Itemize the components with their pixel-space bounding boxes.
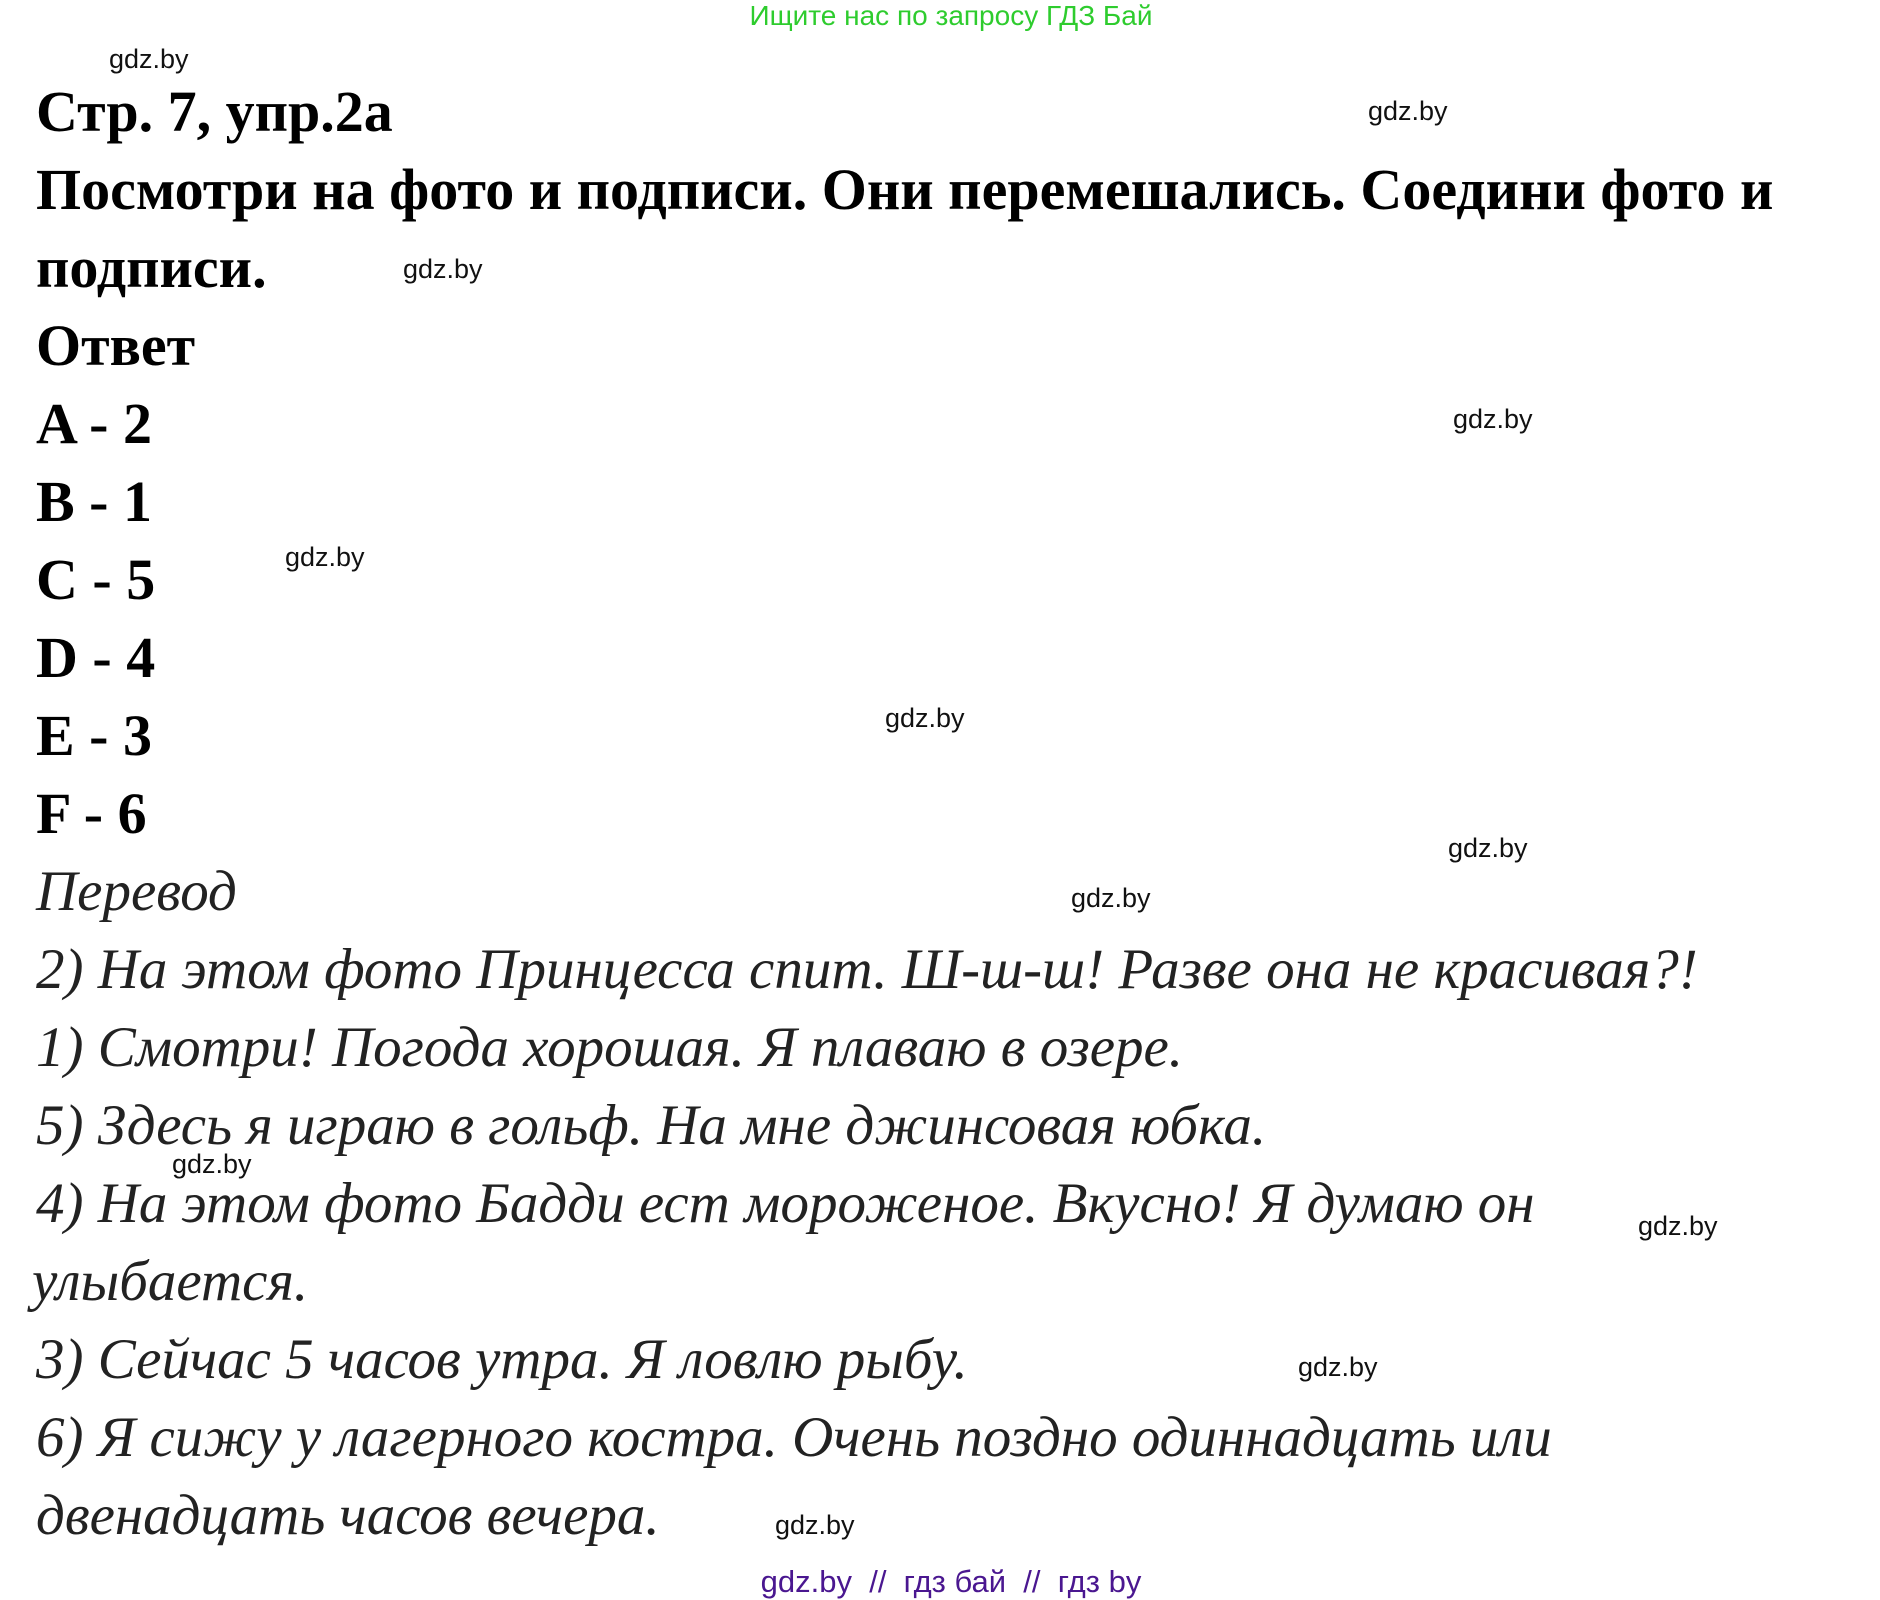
watermark: gdz.by xyxy=(1453,404,1533,434)
translation-line: двенадцать часов вечера. xyxy=(36,1484,660,1547)
watermark: gdz.by xyxy=(775,1510,855,1540)
task-text: Посмотри на фото и подписи. Они перемешались. Соедини фото и xyxy=(36,157,1774,222)
watermark: gdz.by xyxy=(1638,1211,1718,1241)
watermark: gdz.by xyxy=(1071,883,1151,913)
watermark: gdz.by xyxy=(885,703,965,733)
footer-links: gdz.by // гдз бай // гдз by xyxy=(760,1564,1142,1599)
translation-line: 5) Здесь я играю в гольф. На мне джинсовая юбка. xyxy=(36,1094,1267,1157)
answer-item: C - 5 xyxy=(36,547,156,612)
watermark: gdz.by xyxy=(172,1149,252,1179)
translation-line: 1) Смотри! Погода хорошая. Я плаваю в озере. xyxy=(36,1016,1184,1079)
translation-line: 2) На этом фото Принцесса спит. Ш-ш-ш! Разве она не красивая?! xyxy=(36,938,1698,1001)
translation-line: 6) Я сижу у лагерного костра. Очень поздно одиннадцать или xyxy=(36,1406,1552,1469)
answer-heading: Ответ xyxy=(36,313,196,378)
watermark: gdz.by xyxy=(403,254,483,284)
task-text: подписи. xyxy=(36,235,267,300)
translation-line: улыбается. xyxy=(32,1250,309,1313)
watermark: gdz.by xyxy=(1368,96,1448,126)
translation-heading: Перевод xyxy=(36,860,237,923)
translation-line: 3) Сейчас 5 часов утра. Я ловлю рыбу. xyxy=(36,1328,968,1391)
translation-line: 4) На этом фото Бадди ест мороженое. Вкусно! Я думаю он xyxy=(36,1172,1535,1235)
watermark: gdz.by xyxy=(285,542,365,572)
watermark: gdz.by xyxy=(1448,833,1528,863)
answer-item: E - 3 xyxy=(36,703,152,768)
answer-item: D - 4 xyxy=(36,625,156,690)
watermark: gdz.by xyxy=(109,44,189,74)
header-banner: Ищите нас по запросу ГДЗ Бай xyxy=(749,0,1153,31)
answer-item: A - 2 xyxy=(36,391,152,456)
answer-item: F - 6 xyxy=(36,781,147,846)
answer-item: B - 1 xyxy=(36,469,152,534)
watermark: gdz.by xyxy=(1298,1352,1378,1382)
page-title: Стр. 7, упр.2a xyxy=(36,79,393,144)
